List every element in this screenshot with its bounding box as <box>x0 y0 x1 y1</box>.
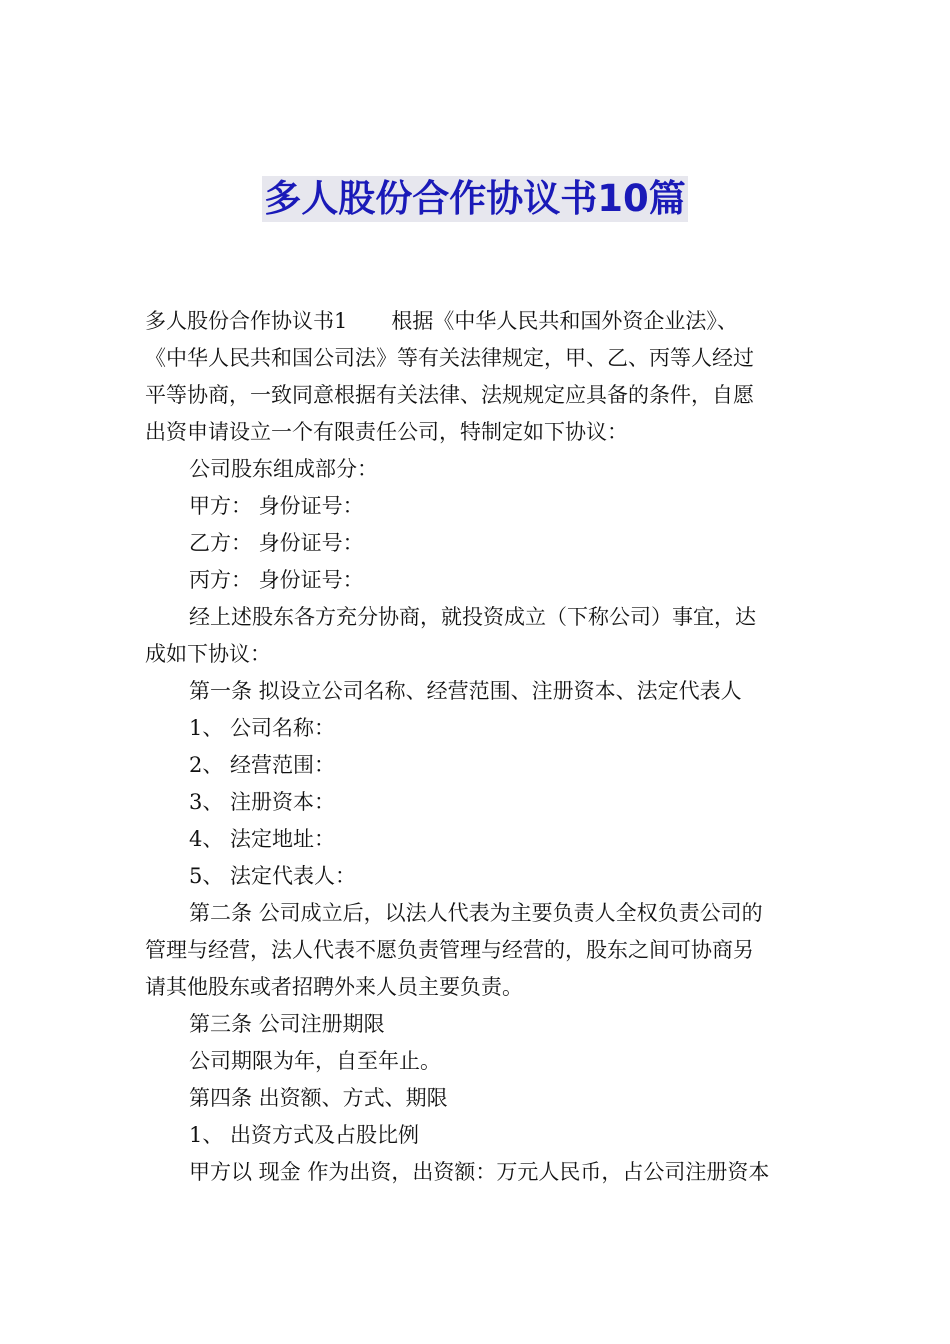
intro-line-4: 出资申请设立一个有限责任公司，特制定如下协议： <box>145 420 628 444</box>
article-1-item-3: 3、 注册资本： <box>189 790 336 814</box>
intro-line-1 <box>145 303 807 340</box>
article-1-heading: 第一条 拟设立公司名称、经营范围、注册资本、法定代表人 <box>189 679 742 703</box>
intro-line-2: 《中华人民共和国公司法》等有关法律规定，甲、乙、丙等人经过 <box>145 346 754 370</box>
article-1-item-4: 4、 法定地址： <box>189 827 336 851</box>
article-4-heading: 第四条 出资额、方式、期限 <box>189 1086 448 1110</box>
article-3-heading: 第三条 公司注册期限 <box>189 1012 385 1036</box>
article-2-line-2: 管理与经营，法人代表不愿负责管理与经营的，股东之间可协商另 <box>145 938 754 962</box>
article-4-item-1: 1、 出资方式及占股比例 <box>189 1123 420 1147</box>
intro-line-3: 平等协商，一致同意根据有关法律、法规规定应具备的条件，自愿 <box>145 383 754 407</box>
article-2-line-3: 请其他股东或者招聘外来人员主要负责。 <box>145 975 523 999</box>
article-1-item-1: 1、 公司名称： <box>189 716 336 740</box>
document-title: 多人股份合作协议书10篇 <box>264 177 686 220</box>
agreement-intro-line-2: 成如下协议： <box>145 642 271 666</box>
document-body <box>145 303 807 1191</box>
intro-text-1: 根据《中华人民共和国外资企业法》、 <box>391 309 738 333</box>
party-c-line: 丙方： 身份证号： <box>189 568 364 592</box>
party-b-line: 乙方： 身份证号： <box>189 531 364 555</box>
intro-heading: 多人股份合作协议书1 <box>145 309 348 333</box>
party-a-line: 甲方： 身份证号： <box>189 494 364 518</box>
article-1-item-2: 2、 经营范围： <box>189 753 336 777</box>
article-1-item-5: 5、 法定代表人： <box>189 864 357 888</box>
title-container <box>0 176 950 222</box>
shareholder-heading: 公司股东组成部分： <box>189 457 378 481</box>
article-4-party-a-line: 甲方以 现金 作为出资，出资额：万元人民币，占公司注册资本 <box>189 1160 770 1184</box>
article-3-text: 公司期限为年，自至年止。 <box>189 1049 441 1073</box>
agreement-intro-line-1: 经上述股东各方充分协商，就投资成立（下称公司）事宜，达 <box>189 605 756 629</box>
article-2-line-1: 第二条 公司成立后，以法人代表为主要负责人全权负责公司的 <box>189 901 763 925</box>
